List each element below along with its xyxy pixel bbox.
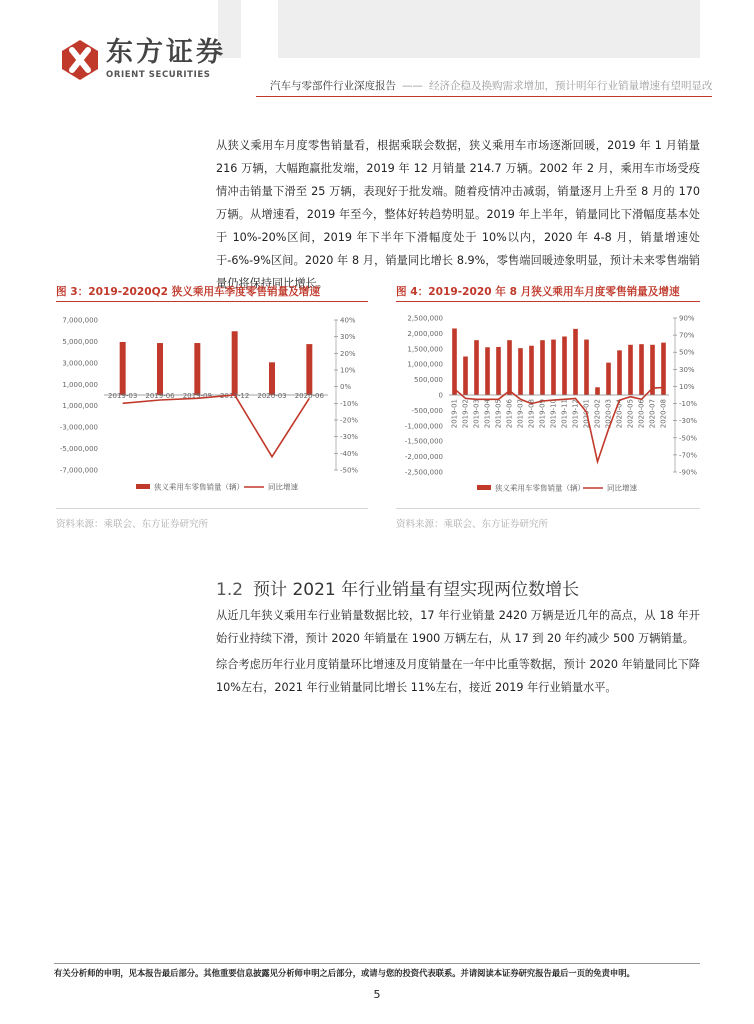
figure3-title-rule	[56, 301, 368, 302]
bar	[562, 336, 567, 395]
left-axis-tick: 1,000,000	[407, 360, 443, 369]
right-axis-tick: -90%	[679, 468, 698, 477]
logo-text-cn: 东方证券	[106, 37, 226, 68]
left-axis-tick: -5,000,000	[59, 445, 98, 454]
x-axis-label: 2019-10	[549, 399, 558, 429]
page-number: 5	[373, 988, 381, 1001]
x-axis-label: 2020-07	[648, 399, 657, 429]
report-title: 汽车与零部件行业深度报告	[270, 80, 396, 92]
left-axis-tick: 1,000,000	[62, 380, 98, 389]
right-axis-tick: 40%	[340, 316, 356, 325]
left-axis-tick: 1,500,000	[407, 345, 443, 354]
bar	[452, 328, 457, 395]
right-axis-tick: 90%	[679, 314, 695, 323]
left-axis-tick: 1,000,000	[62, 402, 98, 411]
x-axis-label: 2020-03	[604, 399, 613, 429]
bar	[485, 347, 490, 395]
section-title	[216, 575, 579, 600]
footer-rule	[54, 963, 700, 964]
figure4-source: 资料来源：乘联会、东方证券研究所	[396, 519, 549, 530]
bar	[120, 342, 126, 395]
x-axis-label: 2020-06	[294, 392, 324, 400]
bar	[551, 340, 556, 395]
legend-bar-swatch	[477, 485, 491, 490]
left-axis-tick: 500,000	[414, 376, 443, 385]
bar	[606, 363, 611, 395]
bar	[232, 331, 238, 395]
right-axis-tick: 0%	[340, 383, 352, 392]
logo-text-en: ORIENT SECURITIES	[106, 70, 211, 80]
x-axis-label: 2019-01	[450, 399, 459, 429]
right-axis-tick: -70%	[679, 451, 698, 460]
left-axis-tick: 5,000,000	[62, 337, 98, 346]
left-axis-tick: -3,000,000	[59, 423, 98, 432]
paragraph-2: 从近几年狭义乘用车行业销量数据比较，17 年行业销量 2420 万辆是近几年的高点，从 18 年开始行业持续下滑，预计 2020 年销量在 1900 万辆左右，从 17 到 20 年约减少 500 万辆销量。	[216, 609, 700, 645]
right-axis-tick: 30%	[679, 365, 695, 374]
figure4-source-rule	[396, 508, 700, 509]
figure3-source-rule	[56, 508, 368, 509]
bar	[639, 344, 644, 395]
section-number: 1.2	[216, 580, 244, 600]
bar	[306, 344, 312, 395]
legend-bar-label: 狭义乘用车零售销量（辆）	[495, 483, 585, 493]
x-axis-label: 2019-03	[108, 392, 138, 400]
x-axis-label: 2019-06	[505, 399, 514, 429]
x-axis-label: 2020-05	[626, 399, 635, 429]
x-axis-label: 2019-08	[527, 399, 536, 429]
bar	[463, 357, 468, 396]
x-axis-label: 2020-08	[659, 399, 668, 429]
growth-line	[123, 395, 310, 457]
x-axis-label: 2019-04	[483, 399, 492, 429]
figure3-title: 图 3：2019-2020Q2 狭义乘用车季度零售销量及增速	[56, 286, 320, 298]
bar	[540, 340, 545, 395]
paragraph-3: 综合考虑历年行业月度销量环比增速及月度销量在一年中比重等数据，预计 2020 年销量同比下降 10%左右，2021 年行业销量同比增长 11%左右，接近 2019 年行业销量水平。	[216, 658, 700, 694]
bar	[269, 362, 275, 395]
left-axis-tick: 3,000,000	[62, 359, 98, 368]
legend-line-label: 同比增速	[268, 482, 298, 492]
x-axis-label: 2019-02	[461, 399, 470, 429]
bar	[518, 348, 523, 395]
left-axis-tick: -500,000	[411, 406, 443, 415]
bar	[496, 347, 501, 395]
left-axis-tick: -2,000,000	[404, 453, 443, 462]
bar	[595, 387, 600, 395]
right-axis-tick: 20%	[340, 349, 356, 358]
right-axis-tick: -50%	[340, 466, 359, 475]
left-axis-tick: 2,000,000	[407, 329, 443, 338]
bar	[628, 345, 633, 395]
right-axis-tick: 10%	[340, 366, 356, 375]
bar	[194, 343, 200, 395]
right-axis-tick: -30%	[340, 433, 359, 442]
x-axis-label: 2020-04	[615, 399, 624, 429]
bar	[507, 340, 512, 395]
right-axis-tick: 10%	[679, 382, 695, 391]
right-axis-tick: -10%	[340, 399, 359, 408]
left-axis-tick: -1,000,000	[404, 422, 443, 431]
left-axis-tick: 0	[438, 391, 443, 400]
left-axis-tick: 7,000,000	[62, 316, 98, 325]
x-axis-label: 2019-11	[560, 399, 569, 429]
right-axis-tick: 50%	[679, 348, 695, 357]
logo-icon	[60, 38, 100, 82]
right-axis-tick: 70%	[679, 331, 695, 340]
x-axis-label: 2020-03	[257, 392, 287, 400]
x-axis-label: 2019-09	[182, 392, 212, 400]
right-axis-tick: -10%	[679, 400, 698, 409]
x-axis-label: 2019-12	[220, 392, 250, 400]
x-axis-label: 2019-03	[472, 399, 481, 429]
figure4-title-rule	[396, 301, 700, 302]
legend-line-label: 同比增速	[607, 483, 637, 493]
right-axis-tick: -30%	[679, 417, 698, 426]
x-axis-label: 2019-07	[516, 399, 525, 429]
report-separator: ——	[402, 80, 423, 92]
bar	[573, 329, 578, 395]
figure4-title: 图 4：2019-2020 年 8 月狭义乘用车月度零售销量及增速	[396, 286, 680, 298]
x-axis-label: 2019-12	[571, 399, 580, 429]
x-axis-label: 2020-01	[582, 399, 591, 429]
x-axis-label: 2019-09	[538, 399, 547, 429]
legend-bar-label: 狭义乘用车零售销量（辆）	[154, 482, 244, 492]
right-axis-tick: -20%	[340, 416, 359, 425]
intro-paragraph: 从狭义乘用车月度零售销量看，根据乘联会数据，狭义乘用车市场逐渐回暖，2019 年 1 月销量 216 万辆，大幅跑赢批发端，2019 年 12 月销量 214.7 万辆。2002 年 2 月，乘用车市场受疫情冲击销量下滑至 25 万辆，表现好于批发端。随着疫情冲击减弱，销量逐月上升至 8 月的 170 万辆。从增速看，2019 年至今，整体好转趋势明显。2019 年上半年，销量同比下滑幅度基本处于 10%-20%区间，2019 年下半年下滑幅度处于 10%以内，2020 年 4-8 月，销量增速处于-6%-9%区间。2020 年 8 月，销量同比增长 8.9%，零售端回暖迹象明显，预计未来零售端销量仍将保持同比增长。	[216, 139, 700, 290]
left-axis-tick: -1,500,000	[404, 437, 443, 446]
left-axis-tick: 2,500,000	[407, 314, 443, 323]
bar	[617, 350, 622, 395]
report-subtitle: 经济企稳及换购需求增加，预计明年行业销量增速有望明显改	[429, 80, 713, 92]
section-heading: 预计 2021 年行业销量有望实现两位数增长	[253, 580, 580, 600]
left-axis-tick: -2,500,000	[404, 468, 443, 477]
footer-disclaimer: 有关分析师的申明，见本报告最后部分。其他重要信息披露见分析师申明之后部分，或请与您的投资代表联系。并请阅读本证券研究报告最后一页的免责申明。	[54, 968, 635, 978]
left-axis-tick: -7,000,000	[59, 466, 98, 475]
x-axis-label: 2019-06	[145, 392, 175, 400]
figure3-source: 资料来源：乘联会、东方证券研究所	[56, 519, 209, 530]
figure4-chart	[393, 306, 703, 506]
header-rule	[256, 96, 712, 97]
report-header	[270, 78, 713, 93]
bar	[474, 340, 479, 395]
legend-bar-swatch	[136, 484, 150, 489]
bar	[529, 346, 534, 395]
x-axis-label: 2020-02	[593, 399, 602, 429]
right-axis-tick: 30%	[340, 333, 356, 342]
x-axis-label: 2020-06	[637, 399, 646, 429]
bar	[584, 340, 589, 395]
right-axis-tick: -40%	[340, 449, 359, 458]
right-axis-tick: -50%	[679, 434, 698, 443]
x-axis-label: 2019-05	[494, 399, 503, 429]
figure3-chart	[56, 306, 368, 506]
header-gray-block-right	[278, 0, 700, 58]
bar	[157, 343, 163, 395]
